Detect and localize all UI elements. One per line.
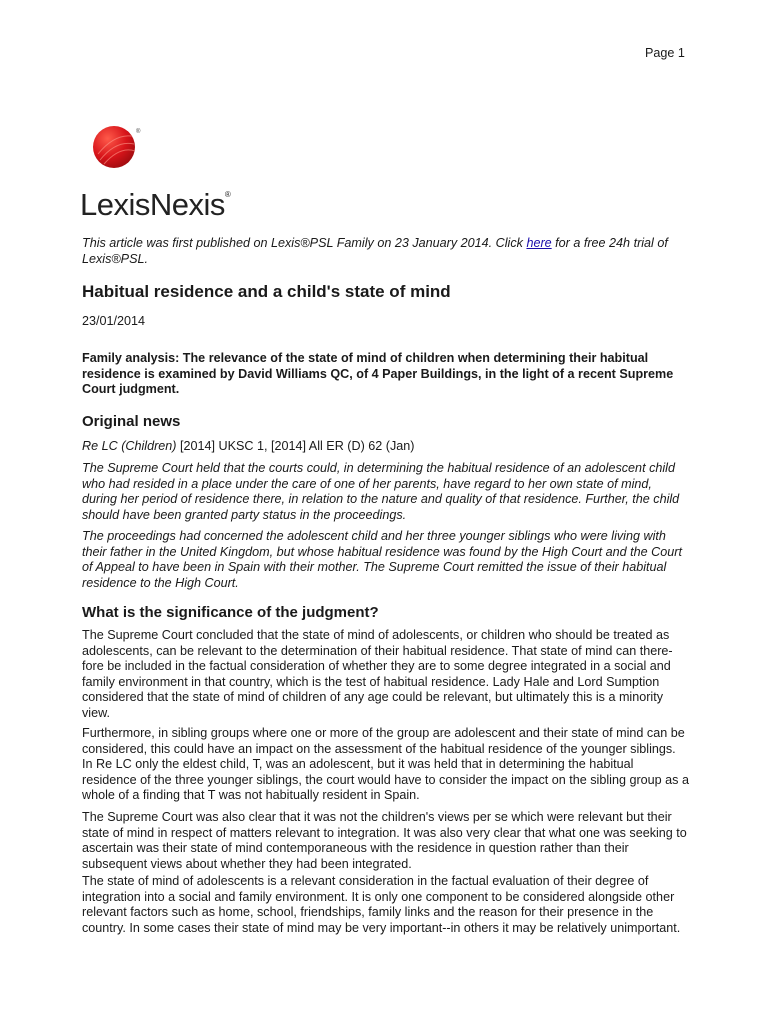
intro-note <box>82 236 702 267</box>
body-paragraph: The Supreme Court was also clear that it was not the children's views per se which were relevant but their state of mind in respect of matters relevant to integration. It was also very clear that what one was seeking to ascertain was their state of mind contemporaneous with the residence in question rather than their subsequent views about whether they had been integrated. <box>82 810 687 871</box>
logo-text: LexisNexis <box>80 187 225 222</box>
trial-link[interactable]: here <box>526 236 552 250</box>
section-heading-original-news: Original news <box>82 413 181 430</box>
lexisnexis-wordmark <box>80 178 230 222</box>
case-citation <box>82 439 702 455</box>
page-number: Page 1 <box>645 46 685 60</box>
body-paragraph: Furthermore, in sibling groups where one or more of the group are adolescent and their state of mind can be considered, this could have an impact on the assessment of the habitual residence of the younger siblings. In Re LC only the eldest child, T, was an adolescent, but it was held that in determining the habitual residence of the three younger siblings, the court would have to consider the impact on the sibling group as a whole of a finding that T was not habitually resident in Spain. <box>82 726 689 802</box>
logo-reg-mark: ® <box>224 190 231 199</box>
article-summary: Family analysis: The relevance of the state of mind of children when determining their habitual residence is examined by David Williams QC, of 4 Paper Buildings, in the light of a recent Supreme Court judgment. <box>82 351 674 396</box>
article-title: Habitual residence and a child's state of mind <box>82 282 451 301</box>
case-name: Re LC (Children) <box>82 439 177 453</box>
body-paragraph: The state of mind of adolescents is a relevant consideration in the factual evaluation of their degree of integration into a social and family environment. It is only one component to be considered alongside other relevant factors such as home, school, friendships, family links and the reason for their presence in the country. In some cases their state of mind may be very important--in others it may be relatively unimportant. <box>82 874 681 935</box>
news-paragraph: The Supreme Court held that the courts could, in determining the habitual residence of an adolescent child who had resided in a place under the care of one of her parents, have regard to her own state of mind, during her period of residence there, in relation to the nature and quality of that residence. Further, the child should have been granted party status in the proceedings. <box>82 461 680 522</box>
lexisnexis-globe-icon <box>92 124 144 170</box>
news-paragraph: The proceedings had concerned the adolescent child and her three younger siblings who were living with their father in the United Kingdom, but whose habitual residence was found by the High Court and the Court of Appeal to have been in Spain with their mother. The Supreme Court remitted the issue of their habitual residence to the High Court. <box>82 529 682 590</box>
intro-text-end: for a free 24h trial of Lexis®PSL. <box>82 236 668 266</box>
article-date: 23/01/2014 <box>82 314 146 328</box>
body-paragraph: The Supreme Court concluded that the state of mind of adolescents, or children who should be treated as adolescents, can be relevant to the determination of their habitual residence. That state of mind can there- fore be included in the factual consideration of whether they are to some degree integrated in a social and family environment in that country, which is the test of habitual residence. Lady Hale and Lord Sumption considered that the state of mind of children of any age could be relevant, but ultimately this is a minority view. <box>82 628 673 720</box>
svg-text:®: ® <box>136 129 141 135</box>
citation-text: [2014] UKSC 1, [2014] All ER (D) 62 (Jan) <box>176 439 415 453</box>
intro-text: This article was first published on Lexis®PSL Family on 23 January 2014. Click <box>82 236 527 250</box>
section-heading-significance: What is the significance of the judgment? <box>82 604 379 621</box>
